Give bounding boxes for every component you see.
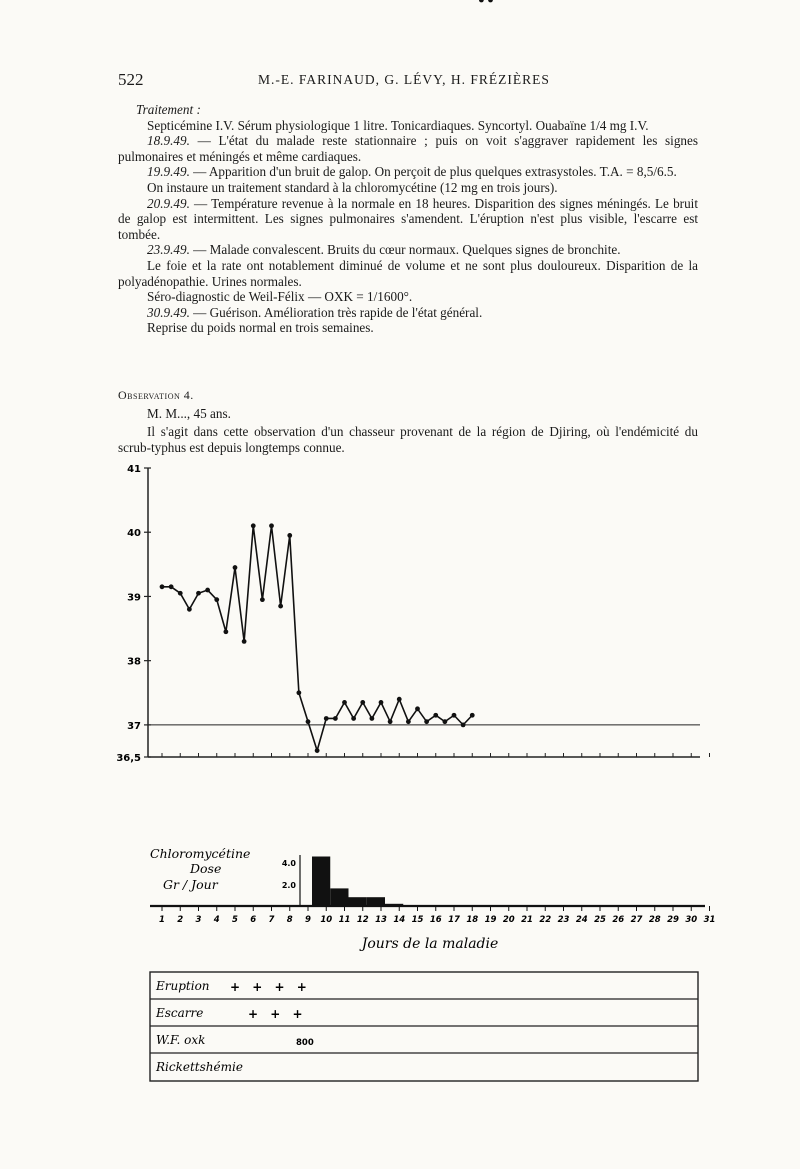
day-label: 24	[575, 915, 588, 925]
day-label: 28	[648, 915, 661, 925]
day-label: 9	[305, 915, 311, 925]
table-row-marks: + + +	[248, 1007, 307, 1021]
temperature-chart	[116, 0, 709, 764]
temperature-point	[205, 588, 210, 593]
day-label: 29	[667, 915, 679, 925]
day-label: 23	[557, 915, 570, 925]
dose-bar	[349, 897, 367, 906]
dose-bar	[312, 857, 330, 907]
paragraph: Reprise du poids normal en trois semaines.	[147, 320, 374, 336]
day-label: 4	[213, 915, 220, 925]
date: 30.9.49.	[147, 304, 190, 320]
date: 19.9.49.	[147, 164, 190, 180]
date: 23.9.49.	[147, 242, 190, 258]
temperature-point	[479, 0, 484, 2]
y-tick-label: 41	[127, 464, 141, 475]
y-tick-label: 36,5	[116, 753, 141, 764]
dose-chart	[150, 846, 715, 952]
paragraph: Le foie et la rate ont notablement diminué de volume et ne sont plus douloureux. Disparition de la polyadénopathie. Urines normales.	[118, 257, 698, 289]
y-tick-label: 40	[127, 528, 141, 540]
temperature-point	[333, 716, 338, 721]
day-label: 15	[411, 915, 424, 925]
temperature-point	[369, 716, 374, 721]
x-axis-title: Jours de la maladie	[361, 936, 499, 952]
day-label: 17	[448, 915, 460, 925]
day-label: 7	[268, 915, 275, 925]
dose-bar	[330, 888, 348, 906]
y-tick-label: 37	[127, 720, 141, 732]
day-label: 2	[177, 915, 184, 925]
temperature-point	[187, 607, 192, 612]
temperature-point	[351, 716, 356, 721]
day-label: 21	[521, 915, 533, 925]
dose-title: Dose	[190, 861, 222, 876]
dose-bar	[385, 904, 403, 906]
symptom-table	[150, 972, 698, 1081]
temperature-point	[452, 713, 457, 718]
paragraph: Il s'agit dans cette observation d'un chasseur provenant de la région de Djiring, où l'endémicité du scrub-typhus est depuis longtemps connue.	[118, 424, 698, 455]
temperature-point	[315, 748, 320, 753]
temperature-point	[470, 713, 475, 718]
paragraph: 19.9.49. — Apparition d'un bruit de galop. On perçoit de plus quelques extrasystoles. T.A. = 8,5/6.5.	[147, 164, 677, 180]
temperature-point	[397, 697, 402, 702]
day-label: 26	[612, 915, 625, 925]
day-label: 20	[502, 915, 515, 925]
day-label: 22	[539, 915, 552, 925]
paragraph: 20.9.49. — Température revenue à la normale en 18 heures. Disparition des signes méningés. Le bruit de galop est intermittent. Les signes pulmonaires s'amendent. L'éruption n'est plus visible, l'escarre est tombée.	[118, 195, 698, 242]
paragraph: On instaure un traitement standard à la chloromycétine (12 mg en trois jours).	[147, 179, 558, 195]
temperature-point	[287, 533, 292, 538]
temperature-point	[214, 597, 219, 602]
dose-title: Gr / Jour	[163, 877, 218, 892]
day-label: 1	[159, 915, 165, 925]
day-label: 8	[286, 915, 293, 925]
date: 20.9.49.	[147, 195, 190, 211]
day-label: 12	[356, 915, 369, 925]
dose-tick-label: 4.0	[281, 859, 296, 868]
day-label: 27	[630, 915, 643, 925]
paragraph: Séro-diagnostic de Weil-Félix — OXK = 1/1600°.	[147, 289, 413, 305]
temperature-point	[379, 700, 384, 705]
paragraph: 18.9.49. — L'état du malade reste stationnaire ; puis on voit s'aggraver rapidement les signes pulmonaires et méningés et même cardiaques.	[118, 133, 698, 164]
table-row-label: Eruption	[156, 979, 210, 993]
day-label: 30	[685, 915, 698, 925]
page-number: 522	[118, 70, 144, 89]
temperature-series	[162, 526, 472, 751]
paragraph: 23.9.49. — Malade convalescent. Bruits du cœur normaux. Quelques signes de bronchite.	[147, 242, 621, 258]
temperature-point	[296, 690, 301, 695]
temperature-point	[223, 629, 228, 634]
table-row-label: Escarre	[156, 1006, 204, 1020]
observation-heading: Observation 4.	[118, 388, 194, 402]
temperature-point	[306, 719, 311, 724]
running-head: M.-E. FARINAUD, G. LÉVY, H. FRÉZIÈRES	[258, 72, 550, 87]
temperature-point	[488, 0, 493, 2]
temperature-point	[269, 523, 274, 528]
day-label: 18	[466, 915, 479, 925]
temperature-point	[169, 584, 174, 589]
day-label: 5	[232, 915, 238, 925]
dose-tick-label: 2.0	[281, 881, 296, 890]
day-label: 10	[320, 915, 333, 925]
paragraph: 30.9.49. — Guérison. Amélioration très rapide de l'état général.	[147, 304, 483, 320]
temperature-point	[233, 565, 238, 570]
day-label: 3	[195, 915, 202, 925]
date: 18.9.49.	[147, 133, 190, 149]
temperature-point	[442, 719, 447, 724]
temperature-point	[424, 719, 429, 724]
temperature-point	[196, 591, 201, 596]
dose-title: Chloromycétine	[150, 846, 251, 861]
y-tick-label: 38	[127, 656, 141, 668]
day-label: 25	[594, 915, 606, 925]
table-row-marks: 800	[296, 1038, 314, 1048]
paragraph: Septicémine I.V. Sérum physiologique 1 litre. Tonicardiaques. Syncortyl. Ouabaïne 1/4 mg I.V.	[147, 117, 649, 133]
treatment-heading: Traitement :	[136, 102, 201, 117]
temperature-point	[433, 713, 438, 718]
temperature-point	[260, 597, 265, 602]
temperature-point	[278, 604, 283, 609]
temperature-point	[406, 719, 411, 724]
temperature-point	[160, 584, 165, 589]
day-label: 13	[375, 915, 387, 925]
day-label: 16	[429, 915, 442, 925]
day-label: 14	[393, 915, 406, 925]
temperature-point	[178, 591, 183, 596]
temperature-point	[342, 700, 347, 705]
day-label: 11	[338, 915, 351, 925]
temperature-point	[461, 722, 466, 727]
temperature-point	[324, 716, 329, 721]
table-row-marks: + + + +	[230, 980, 311, 994]
temperature-point	[415, 706, 420, 711]
temperature-point	[388, 719, 393, 724]
table-row-label: W.F. oxk	[156, 1033, 206, 1047]
table-row-label: Rickettshémie	[156, 1060, 243, 1074]
temperature-point	[360, 700, 365, 705]
day-label: 31	[703, 915, 716, 925]
temperature-point	[251, 523, 256, 528]
day-label: 19	[484, 915, 497, 925]
temperature-point	[242, 639, 247, 644]
y-tick-label: 39	[127, 592, 141, 604]
patient-line: M. M..., 45 ans.	[147, 405, 231, 421]
dose-bar	[367, 897, 385, 906]
day-label: 6	[250, 915, 257, 925]
